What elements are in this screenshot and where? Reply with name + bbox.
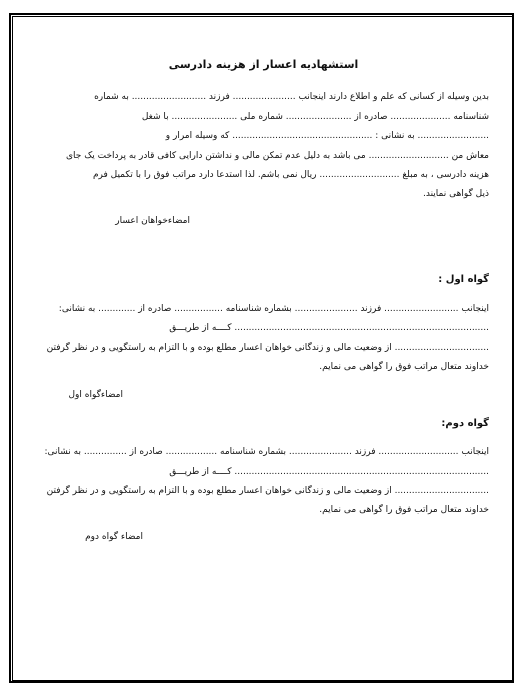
witness2-heading: گواه دوم: xyxy=(441,418,489,429)
applicant-signature-label: امضاءخواهان اعسار xyxy=(115,216,190,226)
witness1-line-1: اینجانب .......................... فرزند ...................... بشماره شناسنامه ................. صادره از ............. به نشانی: xyxy=(58,304,489,314)
witness2-line-1: اینجانب ............................ فرزند ...................... بشماره شناسنامه .................. صادره از ............... به نشانی: xyxy=(44,447,489,457)
witness2-line-2: ......................................................................................... کــــه از طریـــق xyxy=(169,467,489,477)
witness2-line-4: خداوند متعال مراتب فوق را گواهی می نمایم. xyxy=(319,505,489,515)
witness1-line-4: خداوند متعال مراتب فوق را گواهی می نمایم. xyxy=(319,362,489,372)
witness2-line-3: ................................. از وضعیت مالی و زندگانی خواهان اعسار مطلع بوده و با التزام به راستگویی و در نظر گرفتن xyxy=(46,486,489,496)
witness1-heading: گواه اول : xyxy=(438,274,489,285)
witness1-signature-label: امضاءگواه اول xyxy=(68,390,123,400)
witness1-line-3: ................................. از وضعیت مالی و زندگانی خواهان اعسار مطلع بوده و با التزام به راستگویی و در نظر گرفتن xyxy=(46,343,489,353)
intro-line-3: ......................... به نشانی : ................................................. که وسیله امرار و xyxy=(165,131,489,141)
intro-line-2: شناسنامه ..................... صادره از ....................... شماره ملی ....................... با شغل xyxy=(141,112,489,122)
intro-line-6: ذیل گواهی نمایند. xyxy=(423,189,489,199)
intro-line-5: هزینه دادرسی ، به مبلغ ............................ ریال نمی باشم. لذا استدعا دارد مراتب فوق را با تکمیل فرم xyxy=(92,170,489,180)
witness1-line-2: ......................................................................................... کــــه از طریـــق xyxy=(169,323,489,333)
document-title: استشهادیه اعسار از هزینه دادرسی xyxy=(168,58,359,71)
intro-line-1: بدین وسیله از کسانی که علم و اطلاع دارند اینجانب ...................... فرزند .......................... به شماره xyxy=(94,92,489,102)
witness2-signature-label: امضاء گواه دوم xyxy=(85,532,143,542)
intro-line-4: معاش من ............................ می باشد به دلیل عدم تمکن مالی و نداشتن دارایی کافی قادر به پرداخت یک جای xyxy=(65,151,489,161)
